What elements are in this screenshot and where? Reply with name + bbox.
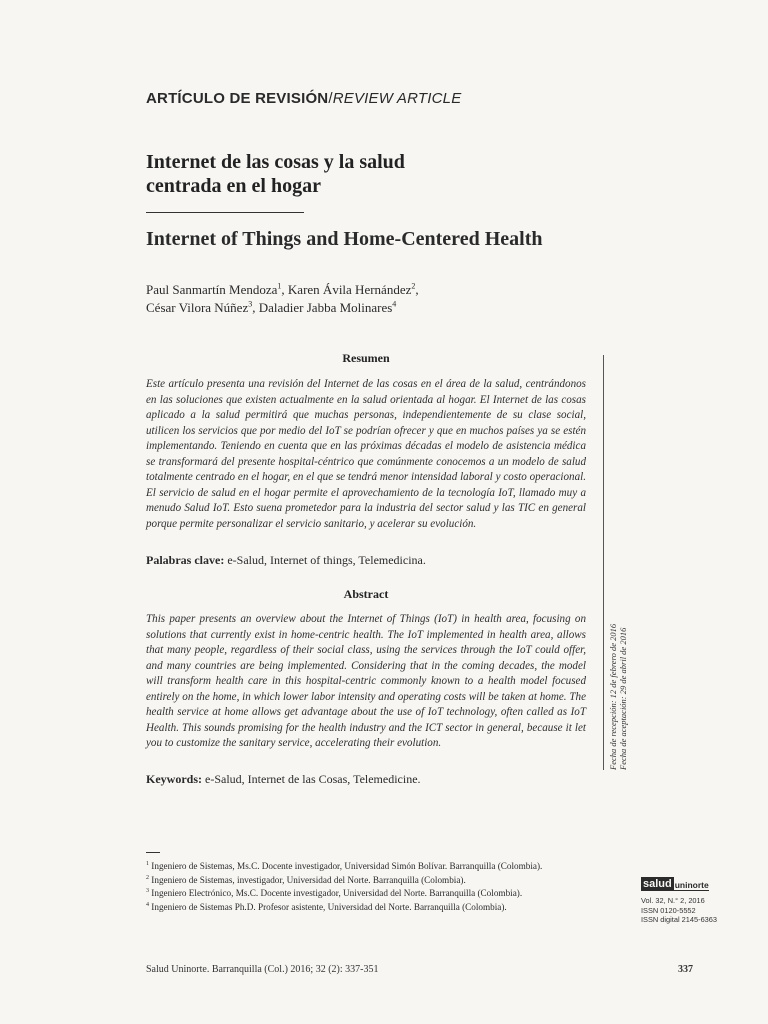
- title-spanish: [146, 150, 566, 198]
- article-type-label: [146, 90, 461, 107]
- accepted-date: Fecha de aceptación: 29 de abril de 2016: [618, 627, 628, 770]
- author-affiliation-ref: 2: [411, 281, 416, 291]
- journal-logo-text: uninorte: [674, 877, 709, 891]
- article-type-es: ARTÍCULO DE REVISIÓN: [146, 90, 329, 107]
- journal-logo: [641, 877, 709, 891]
- received-date: Fecha de recepción: 12 de febrero de 2016: [608, 623, 618, 770]
- resumen-text: Este artículo presenta una revisión del Internet de las cosas en el área de la salud, centrándonos en las soluciones que existen actualmente en la salud orientada al hogar. El Internet de las cosas aplicado a la salud permitirá que muchas personas, independientemente de su clase social, utilicen los servicios que por medio del IoT se podrían ofrecer y que en muchos países ya se estén implementando. Teniendo en cuenta que en las próximas décadas el modelo de asistencia médica se transformará del presente hospital-céntrico que comúnmente conocemos a un modelo de salud totalmente centrado en el hogar, en el que se tendrá menor intensidad laboral y costo operacional. El servicio de salud en el hogar permite el aprovechamiento de la tecnología IoT, llamado muy a menudo Salud IoT. Esto suena prometedor para la industria del sector salud y las TIC en general porque permite personalizar el servicio sanitario, y acelerar su evolución.: [146, 378, 586, 530]
- title-divider: [146, 212, 304, 213]
- journal-logo-block: salud: [643, 878, 672, 890]
- footnote-ref: 1: [146, 860, 149, 867]
- keywords-values: e-Salud, Internet of things, Telemedicina.: [224, 553, 426, 567]
- footnote-ref: 3: [146, 887, 149, 894]
- resumen-heading: Resumen: [342, 351, 390, 365]
- footnote-item: [146, 860, 606, 874]
- keywords-values: e-Salud, Internet de las Cosas, Telemedicine.: [202, 772, 421, 786]
- author-name: César Vilora Núñez: [146, 300, 249, 315]
- article-type-separator: /: [328, 90, 333, 107]
- page-number: 337: [678, 964, 693, 975]
- author-name: Daladier Jabba Molinares: [258, 300, 393, 315]
- footnote-text: Ingeniero de Sistemas, Ms.C. Docente investigador, Universidad Simón Bolívar. Barranquilla (Colombia).: [151, 861, 543, 871]
- abstract-text: This paper presents an overview about the Internet of Things (IoT) in health area, focusing on solutions that currently exist in home-centric health. The IoT implemented in health area, allows that many people, regardless of their social class, using the services through the IoT could offer, and many countries are being implemented. Considering that in the coming decades, the model will transform health care in this hospital-centric commonly known to a health model focused entirely on the home, in which lower labor intensity and operating costs will be taken at home. The health service at home allows get advantage about the use of IoT technology, often called as IoT Health. This sounds promising for the health industry and the ICT sector in general, because it let you to customize the sanitary service, accelerating their evolution.: [146, 613, 586, 749]
- footnote-text: Ingeniero Electrónico, Ms.C. Docente investigador, Universidad del Norte. Barranquilla (Colombia).: [151, 888, 523, 898]
- footer-citation: Salud Uninorte. Barranquilla (Col.) 2016; 32 (2): 337-351: [146, 964, 379, 975]
- keywords-label: Palabras clave:: [146, 553, 225, 567]
- author-separator: ,: [281, 282, 288, 297]
- author-separator: ,: [252, 300, 259, 315]
- author-affiliation-ref: 1: [277, 281, 282, 291]
- journal-volume: Vol. 32, N.° 2, 2016: [641, 896, 705, 905]
- footnote-ref: 2: [146, 874, 149, 881]
- margin-rule: [603, 355, 604, 770]
- author-affiliation-ref: 4: [392, 299, 397, 309]
- footnote-text: Ingeniero de Sistemas, investigador, Universidad del Norte. Barranquilla (Colombia).: [151, 874, 466, 885]
- title-english: Internet of Things and Home-Centered Health: [146, 228, 543, 250]
- footnote-item: [146, 887, 606, 901]
- resumen-keywords: [146, 552, 586, 568]
- author-name: Karen Ávila Hernández: [287, 282, 412, 297]
- author-name: Paul Sanmartín Mendoza: [146, 282, 278, 297]
- footnotes: [146, 860, 606, 914]
- journal-issn: ISSN 0120-5552: [641, 905, 696, 915]
- journal-info: [641, 896, 717, 925]
- author-affiliation-ref: 3: [248, 299, 253, 309]
- author-list: [146, 281, 586, 317]
- abstract-keywords: [146, 771, 586, 787]
- footnote-ref: 4: [146, 901, 149, 908]
- abstract-heading: Abstract: [343, 587, 389, 601]
- footnote-text: Ingeniero de Sistemas Ph.D. Profesor asistente, Universidad del Norte. Barranquilla (Colombia).: [151, 901, 507, 912]
- title-spanish-line-2: centrada en el hogar: [146, 175, 321, 197]
- article-type-en: REVIEW ARTICLE: [332, 90, 462, 107]
- footnote-item: [146, 874, 606, 888]
- footnote-item: [146, 901, 606, 915]
- title-spanish-line-1: Internet de las cosas y la salud: [146, 151, 405, 173]
- author-separator: ,: [415, 282, 419, 297]
- journal-issn-digital: ISSN digital 2145-6363: [641, 915, 718, 924]
- keywords-label: Keywords:: [146, 772, 202, 786]
- submission-dates: [608, 624, 628, 770]
- footnote-divider: [146, 852, 160, 853]
